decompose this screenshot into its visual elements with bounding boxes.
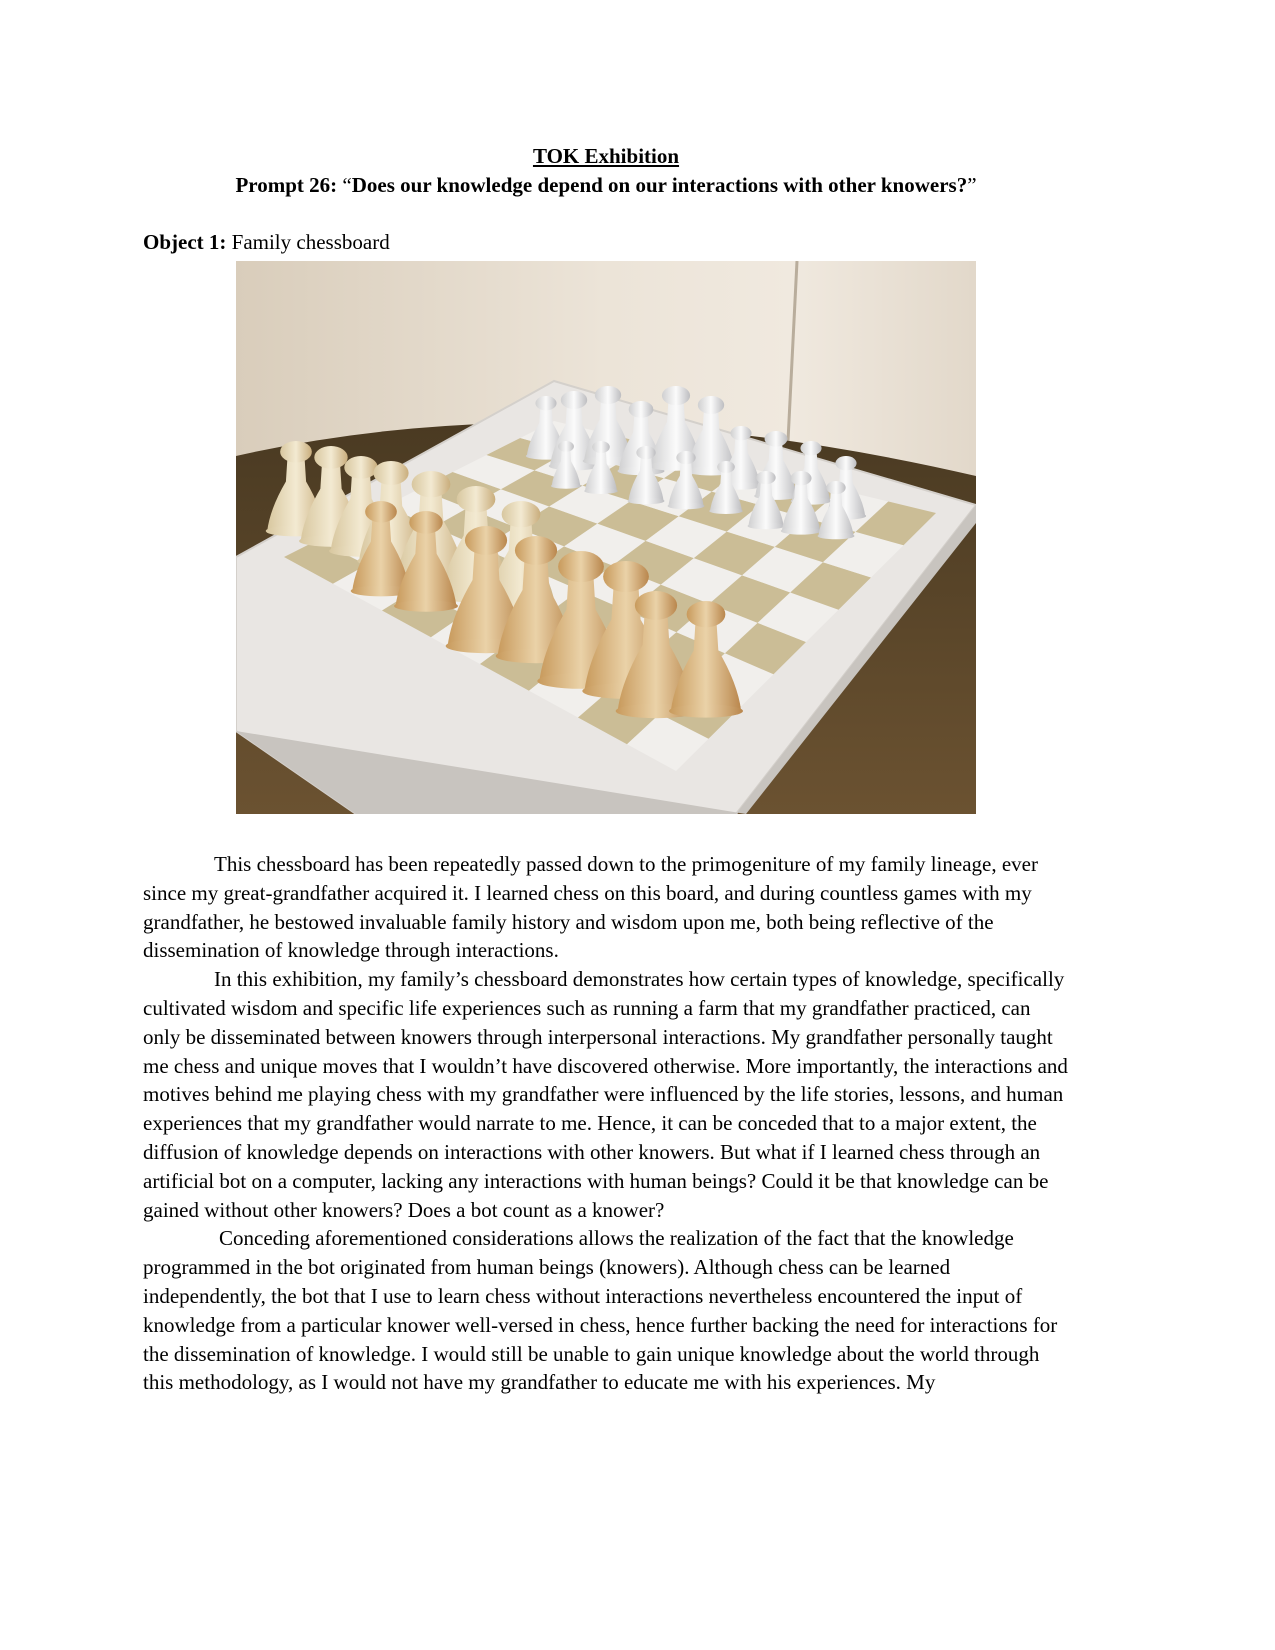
object-caption	[143, 229, 390, 255]
prompt-open-quote: “	[342, 173, 352, 197]
prompt-close-quote: ”	[967, 173, 977, 197]
chessboard-photo	[236, 261, 976, 814]
chessboard-image-icon	[236, 261, 976, 814]
document-title: TOK Exhibition	[532, 144, 680, 168]
paragraph-3: Conceding aforementioned considerations allows the realization of the fact that the knowledge programmed in the bot originated from human beings (knowers). Although chess can be learned independently, the bot that I use to learn chess without interactions nevertheless encountered the input of knowledge from a particular knower well-versed in chess, hence further backing the need for interactions for the dissemination of knowledge. I would still be unable to gain unique knowledge about the world through this methodology, as I would not have my grandfather to educate me with his experiences. My	[143, 1226, 1058, 1395]
paragraph-1: This chessboard has been repeatedly passed down to the primogeniture of my family lineage, ever since my great-grandfather acquired it. I learned chess on this board, and during countless games with my grandfather, he bestowed invaluable family history and wisdom upon me, both being reflective of the dissemination of knowledge through interactions.	[143, 852, 1038, 963]
prompt-text: Does our knowledge depend on our interactions with other knowers?	[351, 173, 968, 197]
object-label: Object 1:	[143, 230, 227, 254]
body-text	[143, 850, 1069, 1397]
prompt-heading	[0, 172, 1212, 198]
prompt-label: Prompt 26:	[235, 173, 338, 197]
paragraph-2: In this exhibition, my family’s chessboard demonstrates how certain types of knowledge, specifically cultivated wisdom and specific life experiences such as running a farm that my grandfather practiced, can only be disseminated between knowers through interpersonal interactions. My grandfather personally taught me chess and unique moves that I wouldn’t have discovered otherwise. More importantly, the interactions and motives behind me playing chess with my grandfather were influenced by the life stories, lessons, and human experiences that my grandfather would narrate to me. Hence, it can be conceded that to a major extent, the diffusion of knowledge depends on interactions with other knowers. But what if I learned chess through an artificial bot on a computer, lacking any interactions with human beings? Could it be that knowledge can be gained without other knowers? Does a bot count as a knower?	[143, 967, 1068, 1222]
object-name: Family chessboard	[231, 230, 390, 254]
